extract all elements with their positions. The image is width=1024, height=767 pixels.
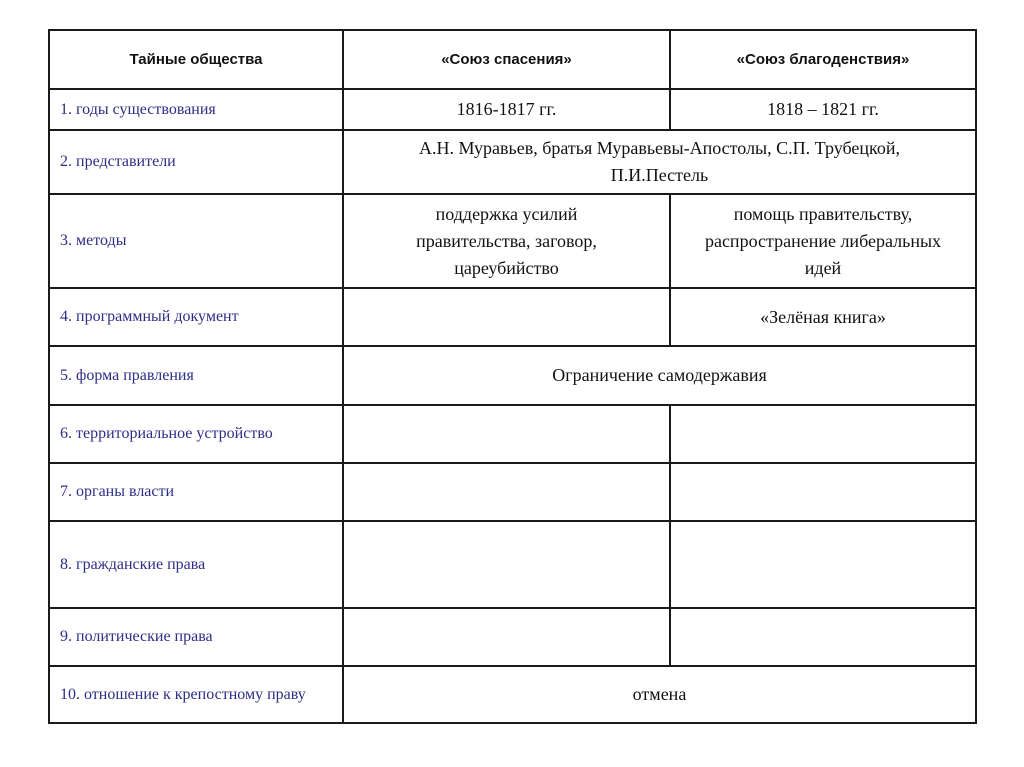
- table-cell: [670, 521, 976, 608]
- table-row: [49, 89, 976, 130]
- table-row: [49, 346, 976, 405]
- row-label: 5. форма правления: [49, 346, 343, 405]
- row-label: 8. гражданские права: [49, 521, 343, 608]
- header-cell: «Союз благоденствия»: [670, 30, 976, 89]
- row-label: 2. представители: [49, 130, 343, 194]
- table-row: [49, 405, 976, 463]
- table-cell: [343, 288, 670, 346]
- table-cell: [343, 405, 670, 463]
- table-cell: А.Н. Муравьев, братья Муравьевы-Апостолы, С.П. Трубецкой, П.И.Пестель: [343, 130, 976, 194]
- table-cell: [670, 463, 976, 521]
- table-cell: помощь правительству, распространение либеральных идей: [670, 194, 976, 288]
- table-row: [49, 130, 976, 194]
- row-label: 3. методы: [49, 194, 343, 288]
- row-label: 6. территориальное устройство: [49, 405, 343, 463]
- table-row: [49, 666, 976, 723]
- row-label: 10. отношение к крепостному праву: [49, 666, 343, 723]
- table-cell: отмена: [343, 666, 976, 723]
- table-cell: [343, 608, 670, 666]
- header-row: [49, 30, 976, 89]
- table-cell: Ограничение самодержавия: [343, 346, 976, 405]
- row-label: 1. годы существования: [49, 89, 343, 130]
- table-cell: «Зелёная книга»: [670, 288, 976, 346]
- table-cell: [670, 405, 976, 463]
- header-cell: Тайные общества: [49, 30, 343, 89]
- table-cell: 1818 – 1821 гг.: [670, 89, 976, 130]
- table-cell: [343, 521, 670, 608]
- table-cell: [670, 608, 976, 666]
- table-cell: 1816-1817 гг.: [343, 89, 670, 130]
- table-cell: [343, 463, 670, 521]
- table-row: [49, 194, 976, 288]
- row-label: 7. органы власти: [49, 463, 343, 521]
- table-row: [49, 521, 976, 608]
- row-label: 9. политические права: [49, 608, 343, 666]
- table-row: [49, 608, 976, 666]
- secret-societies-table: [48, 29, 977, 724]
- table-row: [49, 463, 976, 521]
- table-cell: поддержка усилий правительства, заговор, цареубийство: [343, 194, 670, 288]
- row-label: 4. программный документ: [49, 288, 343, 346]
- table-row: [49, 288, 976, 346]
- header-cell: «Союз спасения»: [343, 30, 670, 89]
